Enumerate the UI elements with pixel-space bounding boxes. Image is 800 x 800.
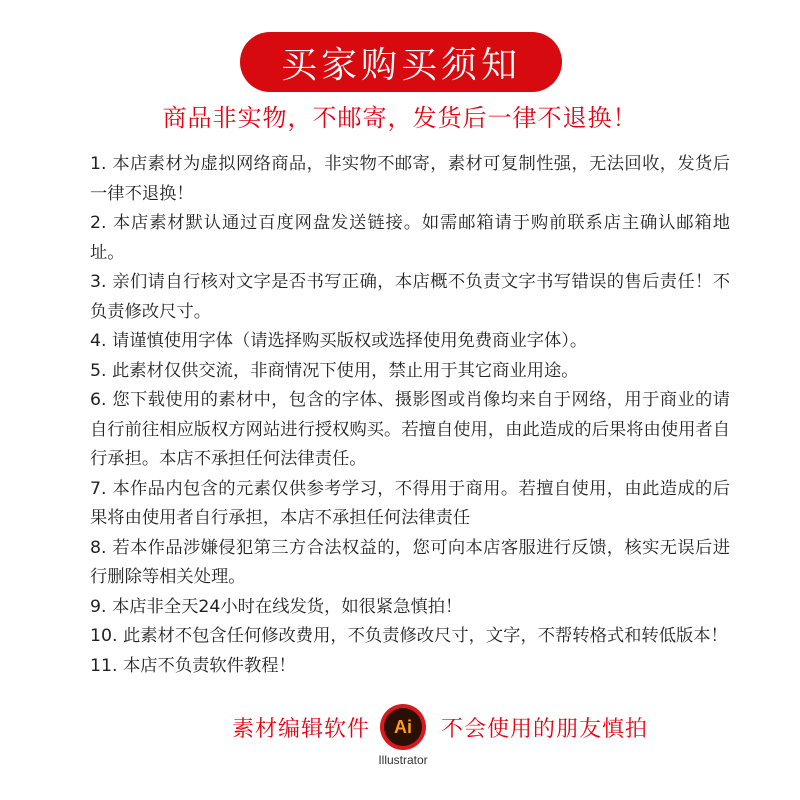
rule-item: 7. 本作品内包含的元素仅供参考学习，不得用于商用。若擅自使用，由此造成的后果将由使用者自行承担，本店不承担任何法律责任 xyxy=(90,478,730,528)
rule-item: 8. 若本作品涉嫌侵犯第三方合法权益的，您可向本店客服进行反馈，核实无误后进行删除等相关处理。 xyxy=(90,537,730,587)
footer-right-text: 不会使用的朋友慎拍 xyxy=(441,717,649,742)
page-subtitle: 商品非实物，不邮寄，发货后一律不退换！ xyxy=(162,104,638,132)
rule-item: 11. 本店不负责软件教程！ xyxy=(90,655,296,676)
illustrator-caption: Illustrator xyxy=(378,753,428,767)
rule-item: 6. 您下载使用的素材中，包含的字体、摄影图或肖像均来自于网络，用于商业的请自行前往相应版权方网站进行授权购买。若擅自使用，由此造成的后果将由使用者自行承担。本店不承担任何法律责任。 xyxy=(90,390,730,469)
rule-item: 4. 请谨慎使用字体（请选择购买版权或选择使用免费商业字体）。 xyxy=(90,331,588,351)
illustrator-logo-icon xyxy=(380,704,426,750)
rule-item: 10. 此素材不包含任何修改费用，不负责修改尺寸，文字，不帮转格式和转低版本！ xyxy=(90,626,728,646)
rule-item: 3. 亲们请自行核对文字是否书写正确，本店概不负责文字书写错误的售后责任！不负责修改尺寸。 xyxy=(90,272,730,322)
rules-list xyxy=(90,150,730,681)
page-title: 买家购买须知 xyxy=(280,44,521,86)
rule-item: 2. 本店素材默认通过百度网盘发送链接。如需邮箱请于购前联系店主确认邮箱地址。 xyxy=(90,213,730,263)
illustrator-logo-text: Ai xyxy=(384,708,422,746)
footer-left-text: 素材编辑软件 xyxy=(231,717,370,742)
rule-item: 1. 本店素材为虚拟网络商品，非实物不邮寄，素材可复制性强，无法回收，发货后一律不退换！ xyxy=(90,154,730,204)
footer-notice xyxy=(0,704,800,774)
rule-item: 5. 此素材仅供交流，非商情况下使用，禁止用于其它商业用途。 xyxy=(90,360,579,381)
rule-item: 9. 本店非全天24小时在线发货，如很紧急慎拍！ xyxy=(90,596,463,617)
title-banner xyxy=(240,32,562,92)
